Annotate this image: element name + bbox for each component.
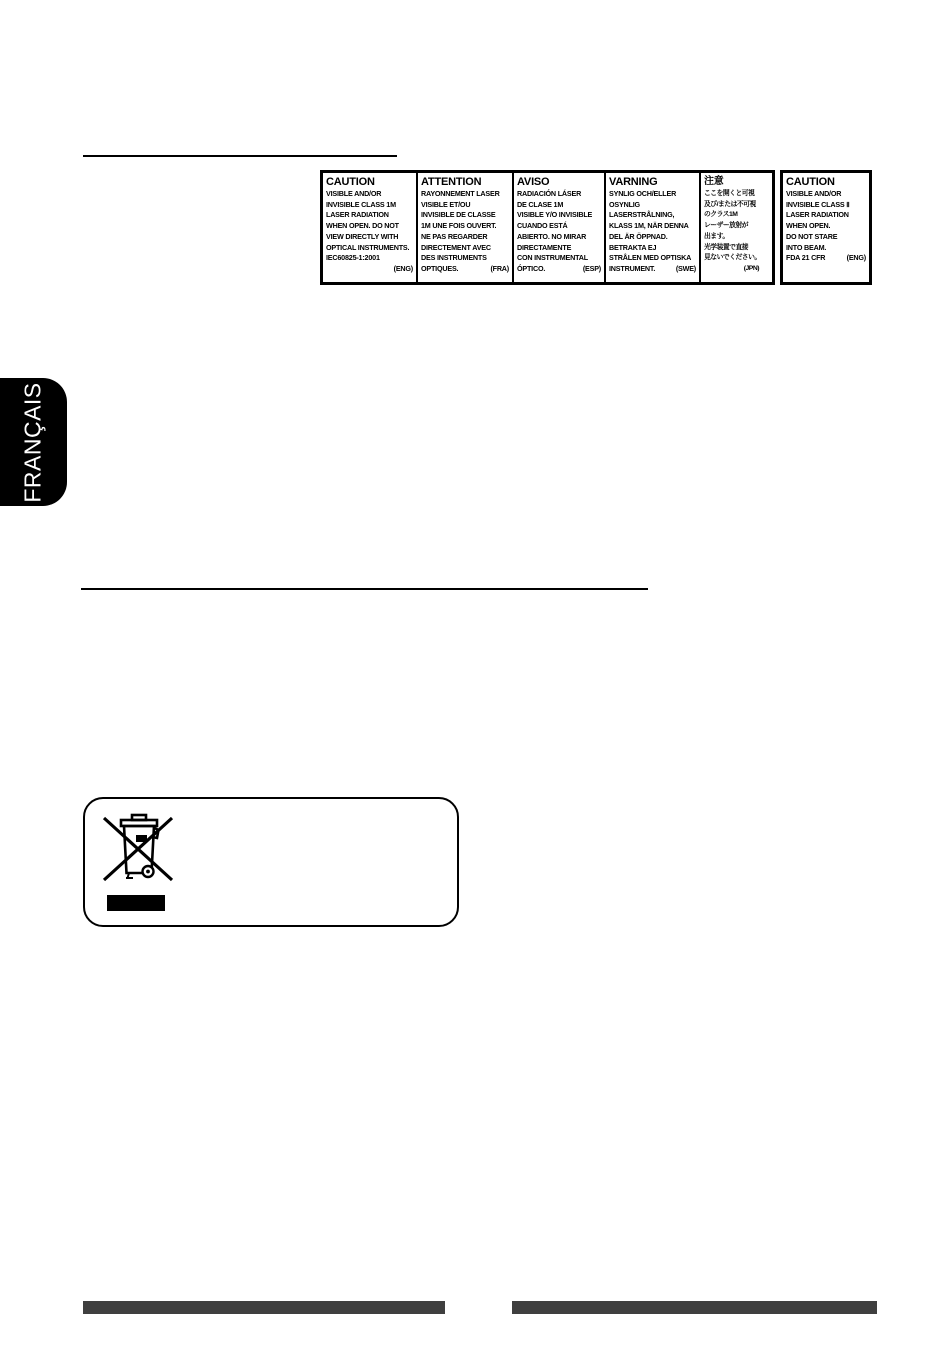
panel-text-line: ここを開くと可視 (704, 190, 755, 197)
panel-header: ATTENTION (421, 176, 482, 188)
panel-text-line: DO NOT STARE (786, 231, 838, 241)
panel-text-line: 出ます。 (704, 232, 729, 240)
panel-text-line: INVISIBLE DE CLASSE (421, 210, 496, 220)
laser-label-panel-jpn (699, 173, 762, 282)
panel-text-line: DIRECTEMENT AVEC (421, 242, 491, 252)
panel-text-line: DES INSTRUMENTS (421, 253, 487, 263)
panel-footer-text: FDA 21 CFR (786, 253, 826, 263)
panel-text-line: WHEN OPEN. DO NOT (326, 221, 399, 231)
panel-footer (517, 264, 601, 275)
panel-header: VARNING (609, 176, 658, 188)
language-section-tab-francais (0, 378, 67, 506)
panel-language-tag: (ESP) (582, 263, 601, 273)
panel-text-line: BETRAKTA EJ (609, 242, 657, 252)
tab-label: FRANÇAIS (20, 381, 47, 503)
laser-label-panel-eng-fda (783, 173, 869, 282)
panel-header: CAUTION (326, 176, 375, 188)
panel-text-line: 見ないでください。 (704, 254, 761, 262)
panel-header: CAUTION (786, 176, 835, 188)
laser-label-panel-swe (604, 173, 699, 282)
panel-text-line: VISIBLE AND/OR (326, 189, 382, 198)
laser-warning-label (320, 170, 872, 285)
panel-header: AVISO (517, 176, 550, 188)
panel-text-line: INVISIBLE CLASS Ⅱ (786, 199, 850, 209)
panel-text-line: 及び/または不可視 (704, 200, 756, 208)
panel-text-line: VISIBLE ET/OU (421, 199, 471, 209)
laser-label-panel-esp (512, 173, 604, 282)
panel-text-line: VIEW DIRECTLY WITH (326, 231, 399, 241)
panel-text-line: のクラス1M (704, 211, 738, 219)
panel-text-line: ABIERTO. NO MIRAR (517, 231, 587, 241)
panel-footer-text: OPTIQUES. (421, 263, 459, 273)
panel-text-line: LASER RADIATION (326, 210, 389, 220)
panel-language-tag: (FRA) (490, 263, 509, 273)
panel-footer (704, 264, 759, 275)
laser-label-fda-box (780, 170, 872, 285)
laser-label-panel-fra (416, 173, 512, 282)
panel-footer (609, 264, 696, 275)
panel-text-line: DIRECTAMENTE (517, 242, 572, 252)
panel-text-line: 1M UNE FOIS OUVERT. (421, 221, 497, 231)
panel-footer-text: ÓPTICO. (517, 263, 546, 273)
panel-language-tag: (ENG) (846, 253, 866, 263)
panel-language-tag: (SWE) (675, 263, 696, 273)
panel-text-line: SYNLIG OCH/ELLER (609, 189, 677, 198)
panel-text-line: OPTICAL INSTRUMENTS. (326, 242, 410, 252)
panel-header: 注意 (704, 176, 724, 187)
panel-text-line: CUANDO ESTÁ (517, 221, 568, 231)
middle-horizontal-rule (81, 588, 648, 590)
panel-text-line: OSYNLIG (609, 199, 640, 209)
laser-label-panel-eng (323, 173, 416, 282)
laser-label-main-box (320, 170, 775, 285)
panel-text-line: レーザー放射が (704, 222, 749, 230)
panel-footer (421, 264, 509, 275)
panel-text-line: IEC60825-1:2001 (326, 253, 380, 263)
panel-footer-text: INSTRUMENT. (609, 263, 656, 273)
footer-bar-right (512, 1301, 877, 1314)
panel-text-line: STRÅLEN MED OPTISKA (609, 253, 692, 263)
panel-language-tag: (JPN) (743, 264, 759, 272)
panel-text-line: VISIBLE Y/O INVISIBLE (517, 210, 593, 220)
footer-bar-left (83, 1301, 445, 1314)
panel-text-line: LASERSTRÅLNING, (609, 210, 675, 220)
panel-text-line: VISIBLE AND/OR (786, 189, 842, 198)
panel-footer (786, 253, 866, 264)
panel-text-line: KLASS 1M, NÄR DENNA (609, 221, 689, 231)
panel-footer (326, 264, 413, 275)
panel-text-line: DEL ÄR ÖPPNAD. (609, 231, 668, 241)
panel-text-line: INTO BEAM. (786, 242, 827, 252)
panel-language-tag: (ENG) (393, 263, 413, 273)
panel-text-line: WHEN OPEN. (786, 221, 831, 231)
panel-text-line: CON INSTRUMENTAL (517, 253, 588, 263)
top-horizontal-rule (83, 155, 397, 157)
panel-text-line: 光学装置で直接 (704, 243, 749, 251)
panel-text-line: DE CLASE 1M (517, 199, 564, 209)
weee-notice-box (83, 797, 459, 927)
panel-text-line: NE PAS REGARDER (421, 231, 488, 241)
weee-black-bar (107, 895, 165, 911)
panel-text-line: LASER RADIATION (786, 210, 849, 220)
panel-text-line: RADIACIÓN LÁSER (517, 189, 582, 198)
panel-text-line: RAYONNEMENT LASER (421, 189, 500, 198)
panel-text-line: INVISIBLE CLASS 1M (326, 199, 396, 209)
weee-crossed-bin-icon (99, 809, 177, 887)
